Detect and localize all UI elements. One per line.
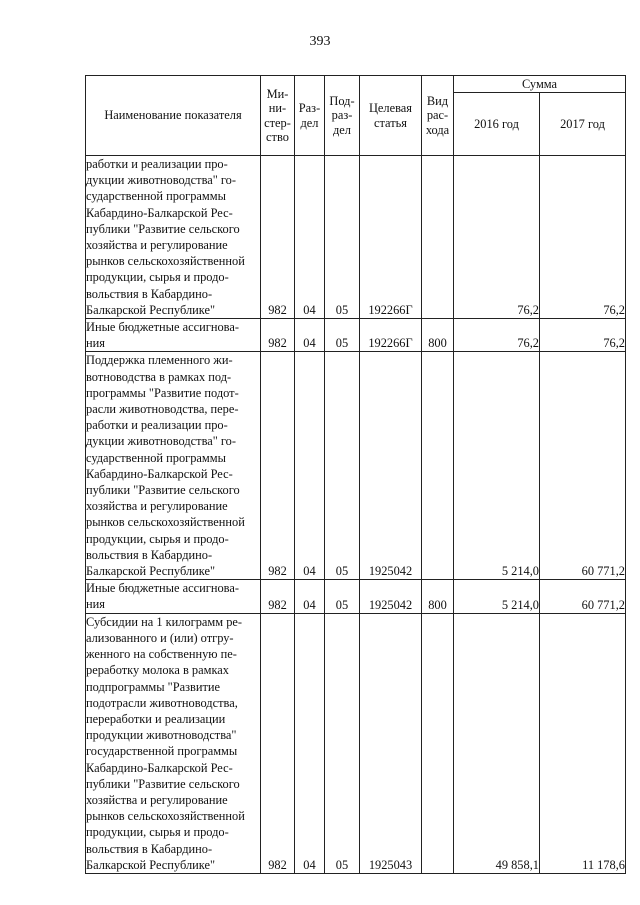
indicator-name-line: продукции животноводства" <box>86 728 237 743</box>
budget-table <box>85 75 626 874</box>
page-number: 393 <box>309 34 331 49</box>
indicator-name-line: ализованного и (или) отгру- <box>86 630 234 645</box>
indicator-name-line: Балкарской Республике" <box>86 564 216 579</box>
expense-type-cell <box>422 156 454 319</box>
section-cell: 04 <box>295 156 325 319</box>
amount-2016-cell: 76,2 <box>454 319 540 352</box>
amount-2017-cell: 60 771,2 <box>540 352 626 580</box>
section-cell: 04 <box>295 580 325 613</box>
amount-2017-cell: 11 178,6 <box>540 613 626 873</box>
header-ministry: Ми- ни- стер- ство <box>261 76 295 156</box>
indicator-name-line: Субсидии на 1 килограмм ре- <box>86 614 243 629</box>
indicator-name-line: ния <box>86 597 105 612</box>
indicator-name-line: вольствия в Кабардино- <box>86 547 213 562</box>
indicator-name-line: Иные бюджетные ассигнова- <box>86 320 239 335</box>
indicator-name-line: рынков сельскохозяйственной <box>86 254 245 269</box>
amount-2017-cell: 60 771,2 <box>540 580 626 613</box>
indicator-name-line: хозяйства и регулирование <box>86 238 228 253</box>
header-name: Наименование показателя <box>86 76 261 156</box>
indicator-name-line: переработки и реализации <box>86 711 226 726</box>
indicator-name-line: вольствия в Кабардино- <box>86 841 213 856</box>
header-sum: Сумма <box>454 76 626 93</box>
expense-type-cell <box>422 613 454 873</box>
subsection-cell: 05 <box>325 319 360 352</box>
table-row <box>86 319 626 352</box>
table-row <box>86 352 626 580</box>
indicator-name-line: женного на собственную пе- <box>86 647 237 662</box>
indicator-name-line: дукции животноводства" го- <box>86 173 236 188</box>
amount-2016-cell: 49 858,1 <box>454 613 540 873</box>
subsection-cell: 05 <box>325 580 360 613</box>
indicator-name-line: хозяйства и регулирование <box>86 499 228 514</box>
indicator-name-line: Кабардино-Балкарской Рес- <box>86 760 233 775</box>
section-cell: 04 <box>295 352 325 580</box>
indicator-name-line: государственной программы <box>86 744 238 759</box>
indicator-name-line: публики "Развитие сельского <box>86 776 240 791</box>
expense-type-cell: 800 <box>422 319 454 352</box>
indicator-name-line: Кабардино-Балкарской Рес- <box>86 205 233 220</box>
expense-type-cell: 800 <box>422 580 454 613</box>
table-row <box>86 613 626 873</box>
amount-2016-cell: 76,2 <box>454 156 540 319</box>
header-year-2016: 2016 год <box>454 93 540 156</box>
ministry-cell: 982 <box>261 613 295 873</box>
ministry-cell: 982 <box>261 352 295 580</box>
subsection-cell: 05 <box>325 613 360 873</box>
indicator-name-cell <box>86 319 261 352</box>
subsection-cell: 05 <box>325 156 360 319</box>
indicator-name-line: Балкарской Республике" <box>86 857 216 872</box>
indicator-name-line: дукции животноводства" го- <box>86 434 236 449</box>
indicator-name-line: продукции, сырья и продо- <box>86 270 229 285</box>
indicator-name-cell <box>86 156 261 319</box>
indicator-name-line: расли животноводства, пере- <box>86 402 239 417</box>
indicator-name-line: хозяйства и регулирование <box>86 792 228 807</box>
indicator-name-line: ния <box>86 336 105 351</box>
indicator-name-line: продукции, сырья и продо- <box>86 531 229 546</box>
indicator-name-cell <box>86 613 261 873</box>
indicator-name-line: работки и реализации про- <box>86 157 228 171</box>
target-article-cell: 192266Г <box>360 319 422 352</box>
target-article-cell: 192266Г <box>360 156 422 319</box>
indicator-name-line: работки и реализации про- <box>86 418 228 433</box>
indicator-name-line: сударственной программы <box>86 450 226 465</box>
section-cell: 04 <box>295 319 325 352</box>
ministry-cell: 982 <box>261 156 295 319</box>
header-subsection: Под- раз- дел <box>325 76 360 156</box>
indicator-name-line: рынков сельскохозяйственной <box>86 515 245 530</box>
header-target: Целевая статья <box>360 76 422 156</box>
indicator-name-line: сударственной программы <box>86 189 226 204</box>
indicator-name-cell <box>86 580 261 613</box>
indicator-name-line: публики "Развитие сельского <box>86 221 240 236</box>
ministry-cell: 982 <box>261 319 295 352</box>
target-article-cell: 1925042 <box>360 352 422 580</box>
table-row <box>86 156 626 319</box>
indicator-name-line: Кабардино-Балкарской Рес- <box>86 466 233 481</box>
target-article-cell: 1925043 <box>360 613 422 873</box>
target-article-cell: 1925042 <box>360 580 422 613</box>
indicator-name-line: публики "Развитие сельского <box>86 483 240 498</box>
indicator-name-line: программы "Развитие подот- <box>86 385 239 400</box>
amount-2016-cell: 5 214,0 <box>454 580 540 613</box>
header-expense: Вид рас- хода <box>422 76 454 156</box>
header-year-2017: 2017 год <box>540 93 626 156</box>
subsection-cell: 05 <box>325 352 360 580</box>
amount-2016-cell: 5 214,0 <box>454 352 540 580</box>
indicator-name-line: Балкарской Республике" <box>86 302 216 317</box>
indicator-name-line: продукции, сырья и продо- <box>86 825 229 840</box>
expense-type-cell <box>422 352 454 580</box>
indicator-name-line: рынков сельскохозяйственной <box>86 809 245 824</box>
indicator-name-line: Поддержка племенного жи- <box>86 353 233 368</box>
amount-2017-cell: 76,2 <box>540 319 626 352</box>
indicator-name-cell <box>86 352 261 580</box>
indicator-name-line: реработку молока в рамках <box>86 663 229 678</box>
indicator-name-line: подпрограммы "Развитие <box>86 679 221 694</box>
header-section: Раз- дел <box>295 76 325 156</box>
indicator-name-line: подотрасли животноводства, <box>86 695 238 710</box>
indicator-name-line: Иные бюджетные ассигнова- <box>86 581 239 596</box>
indicator-name-line: вольствия в Кабардино- <box>86 286 213 301</box>
indicator-name-line: вотноводства в рамках под- <box>86 369 232 384</box>
amount-2017-cell: 76,2 <box>540 156 626 319</box>
section-cell: 04 <box>295 613 325 873</box>
table-row <box>86 580 626 613</box>
ministry-cell: 982 <box>261 580 295 613</box>
